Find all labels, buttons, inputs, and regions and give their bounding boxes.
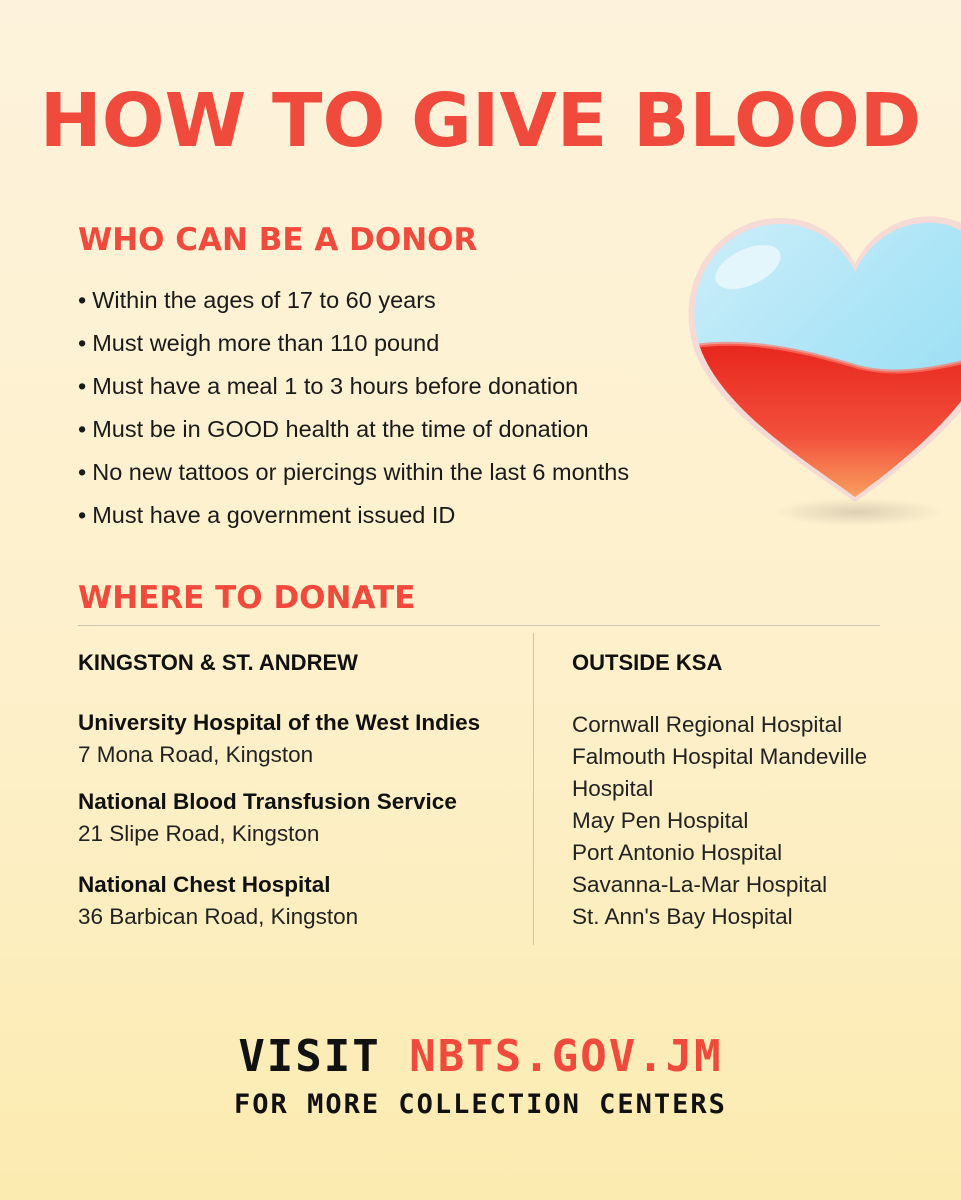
visit-label: VISIT xyxy=(238,1031,381,1082)
criterion-text: Must be in GOOD health at the time of donation xyxy=(92,416,589,442)
ksa-column-heading: KINGSTON & ST. ANDREW xyxy=(78,650,358,675)
criterion-text: Must have a meal 1 to 3 hours before donation xyxy=(92,373,579,399)
location-name: University Hospital of the West Indies xyxy=(78,710,481,735)
list-item: Port Antonio Hospital xyxy=(572,840,783,865)
more-centers-line: FOR MORE COLLECTION CENTERS xyxy=(234,1089,727,1120)
location-address: 21 Slipe Road, Kingston xyxy=(78,821,320,846)
blood-heart-icon xyxy=(688,212,961,532)
location-name: National Chest Hospital xyxy=(78,872,331,897)
list-item xyxy=(78,496,629,539)
location-address: 36 Barbican Road, Kingston xyxy=(78,904,359,929)
outside-ksa-list xyxy=(572,709,912,933)
location-address: 7 Mona Road, Kingston xyxy=(78,742,314,767)
page-title: HOW TO GIVE BLOOD xyxy=(39,78,922,164)
list-item xyxy=(78,281,629,324)
criterion-text: Must weigh more than 110 pound xyxy=(92,330,440,356)
column-divider xyxy=(533,633,534,945)
list-item: Cornwall Regional Hospital xyxy=(572,712,843,737)
list-item xyxy=(78,367,629,410)
list-item xyxy=(78,410,629,453)
bullet: • xyxy=(78,459,87,485)
list-item: Falmouth Hospital Mandeville Hospital xyxy=(572,744,868,801)
who-can-donate-heading: WHO CAN BE A DONOR xyxy=(78,222,478,258)
outside-ksa-column-heading: OUTSIDE KSA xyxy=(572,650,723,675)
list-item: St. Ann's Bay Hospital xyxy=(572,904,793,929)
location-name: National Blood Transfusion Service xyxy=(78,789,457,814)
criterion-text: Within the ages of 17 to 60 years xyxy=(92,287,436,313)
where-to-donate-heading: WHERE TO DONATE xyxy=(78,580,416,616)
bullet: • xyxy=(78,330,87,356)
bullet: • xyxy=(78,502,87,528)
bullet: • xyxy=(78,416,87,442)
bullet: • xyxy=(78,287,87,313)
criterion-text: Must have a government issued ID xyxy=(92,502,456,528)
bullet: • xyxy=(78,373,87,399)
list-item xyxy=(78,324,629,367)
website-link[interactable]: NBTS.GOV.JM xyxy=(409,1031,723,1082)
donor-criteria-list xyxy=(78,281,629,539)
list-item xyxy=(78,453,629,496)
list-item: May Pen Hospital xyxy=(572,808,749,833)
visit-line xyxy=(0,1031,961,1082)
divider xyxy=(78,625,880,626)
criterion-text: No new tattoos or piercings within the last 6 months xyxy=(92,459,630,485)
list-item: Savanna-La-Mar Hospital xyxy=(572,872,828,897)
